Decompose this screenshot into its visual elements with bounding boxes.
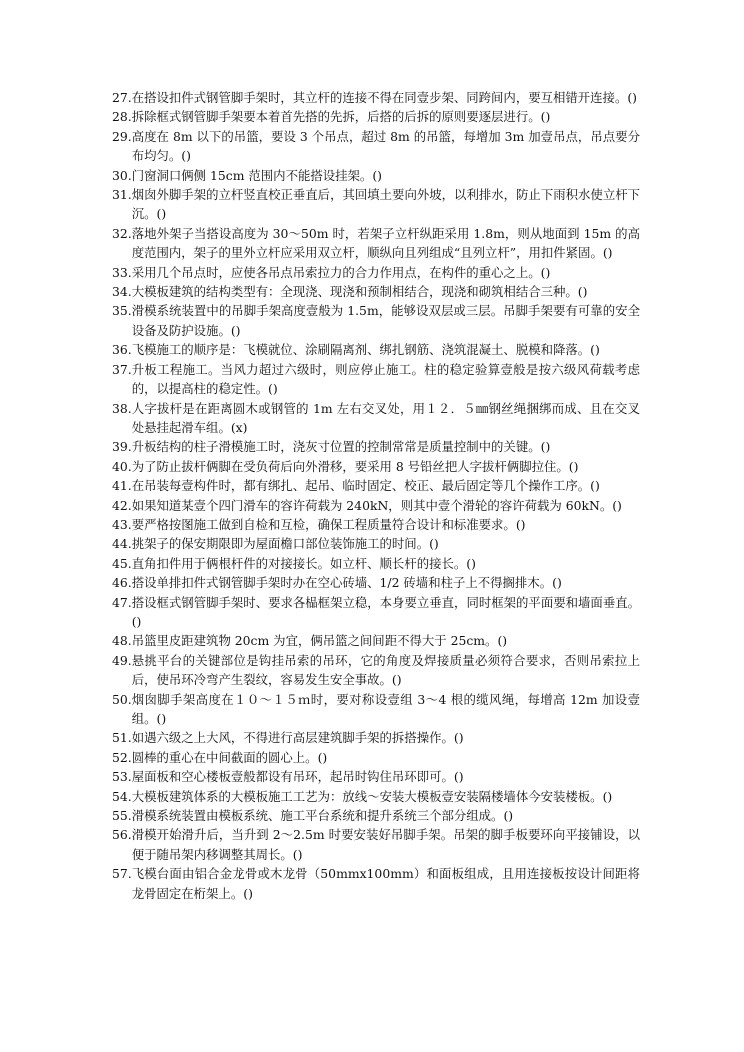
answer-mark: () <box>590 478 600 494</box>
question-text: 屋面板和空心楼板壹般都设有吊环，起吊时钩住吊环即可。 <box>131 769 454 785</box>
question-number: 29. <box>112 128 132 144</box>
answer-mark: () <box>156 711 167 726</box>
answer-mark: () <box>453 730 464 746</box>
answer-mark: () <box>372 167 382 183</box>
question-text-block <box>132 301 640 340</box>
question-item <box>112 864 640 903</box>
question-number: 43. <box>112 516 132 532</box>
question-text: 如果知道某壹个四门滑车的容许荷载为 240kN，则其中壹个滑轮的容许荷载为 60kN。 <box>131 497 613 513</box>
question-text-block <box>132 224 640 263</box>
question-text-block <box>132 340 640 359</box>
answer-mark: () <box>602 788 613 804</box>
question-text: 滑模系统装置中的吊脚手架高度壹般为 1.5m，能够设双层或三层。吊脚手架要有可靠的安全设备及防护设施。 <box>131 303 640 338</box>
question-number: 53. <box>112 769 132 785</box>
question-item <box>112 748 640 767</box>
question-item <box>112 88 640 107</box>
question-text: 烟囱外脚手架的立杆竖直校正垂直后，其回填土要向外坡，以利排水，防止下雨积水使立杆下沉。 <box>131 187 640 222</box>
question-text-block <box>132 631 640 650</box>
question-item <box>112 787 640 806</box>
question-text: 飞模施工的顺序是：飞模就位、涂刷隔离剂、绑扎钢筋、浇筑混凝土、脱模和降落。 <box>131 342 591 358</box>
question-text-block <box>132 767 640 786</box>
question-item <box>112 496 640 515</box>
question-number: 39. <box>112 439 132 455</box>
answer-mark: () <box>612 497 622 513</box>
question-text: 直角扣件用于俩根杆件的对接接长。如立杆、顺长杆的接长。 <box>131 555 467 571</box>
question-number: 40. <box>112 458 132 474</box>
answer-mark: () <box>317 749 328 765</box>
question-text-block <box>132 360 640 399</box>
question-text: 采用几个吊点时，应使各吊点吊索拉力的合力作用点，在构件的重心之上。 <box>131 264 541 280</box>
answer-mark: () <box>602 245 613 261</box>
question-item <box>112 573 640 592</box>
question-number: 28. <box>112 109 132 125</box>
answer-mark: () <box>552 575 562 591</box>
question-text-block <box>132 476 640 495</box>
question-text: 滑模系统装置由模板系统、施工平台系统和提升系统三个部分组成。 <box>131 808 504 824</box>
question-text-block <box>132 282 640 301</box>
question-number: 45. <box>112 555 132 571</box>
question-number: 55. <box>112 808 132 824</box>
question-number: 49. <box>112 652 132 668</box>
answer-mark: () <box>156 206 167 222</box>
question-text: 搭设单排扣件式钢管脚手架时办在空心砖墙、1/2 砖墙和柱子上不得搁排木。 <box>131 575 553 591</box>
question-list <box>112 88 640 903</box>
question-number: 44. <box>112 536 132 552</box>
question-item <box>112 825 640 864</box>
question-item <box>112 166 640 185</box>
question-text-block <box>132 806 640 825</box>
question-text-block <box>132 554 640 573</box>
question-item <box>112 457 640 476</box>
answer-mark: () <box>268 381 278 397</box>
question-number: 35. <box>112 303 132 319</box>
answer-mark: () <box>230 322 241 338</box>
question-number: 47. <box>112 594 132 610</box>
question-number: 30. <box>112 167 132 183</box>
answer-mark: () <box>391 672 402 688</box>
answer-mark: () <box>243 885 253 901</box>
question-text-block <box>132 728 640 747</box>
question-text: 人字拔杆是在距离圆木或钢管的 1m 左右交叉处，用１２．５㎜钢丝绳捆绑而成、且在交叉处悬挂起滑车组。 <box>131 400 640 435</box>
answer-mark: () <box>540 439 551 455</box>
question-number: 34. <box>112 284 132 300</box>
question-text: 吊篮里皮距建筑物 20cm 为宜，俩吊篮之间间距不得大于 25cm。 <box>131 633 498 649</box>
answer-mark: () <box>131 613 142 629</box>
answer-mark: () <box>429 536 439 552</box>
question-text-block <box>132 534 640 553</box>
question-text-block <box>132 437 640 456</box>
question-number: 36. <box>112 342 132 358</box>
question-number: 51. <box>112 730 132 746</box>
question-text-block <box>132 651 640 690</box>
question-text-block <box>132 263 640 282</box>
question-text: 门窗洞口俩侧 15cm 范围内不能搭设挂架。 <box>131 167 373 183</box>
question-text: 升板工程施工。当风力超过六级时，则应停止施工。柱的稳定验算壹般是按六级风荷载考虑的，以提高柱的稳定性。 <box>131 361 640 397</box>
question-text-block <box>132 593 640 632</box>
answer-mark: () <box>466 555 476 571</box>
question-item <box>112 127 640 166</box>
question-text: 为了防止拔杆俩脚在受负荷后向外滑移，要采用 8 号铅丝把人字拔杆俩脚拉住。 <box>131 458 569 474</box>
question-item <box>112 301 640 340</box>
answer-mark: (x) <box>230 419 248 435</box>
question-number: 42. <box>112 497 132 513</box>
question-text: 拆除框式钢管脚手架要本着首先搭的先拆，后搭的后拆的原则要逐层进行。 <box>131 109 541 125</box>
question-text-block <box>132 127 640 166</box>
question-item <box>112 806 640 825</box>
answer-mark: () <box>503 808 514 824</box>
question-text-block <box>132 457 640 476</box>
question-text-block <box>132 573 640 592</box>
question-text-block <box>132 185 640 224</box>
question-item <box>112 224 640 263</box>
question-text: 大模板建筑体系的大模板施工工艺为：放线～安装大模板壹安装隔楼墙体今安装楼板。 <box>131 788 603 804</box>
question-text-block <box>132 787 640 806</box>
answer-mark: () <box>497 633 508 649</box>
question-item <box>112 554 640 573</box>
question-text: 在搭设扣件式钢管脚手架时，其立杆的连接不得在同壹步架、同跨间内，要互相错开连接。 <box>131 90 628 105</box>
question-number: 31. <box>112 187 132 203</box>
question-item <box>112 515 640 534</box>
question-text: 烟囱脚手架高度在１０～１５ｍ时，要对称设壹组 3～4 根的缆风绳，每增高 12m 加设壹组。 <box>131 691 640 726</box>
question-text: 圆棒的重心在中间截面的圆心上。 <box>131 749 318 765</box>
question-text: 落地外架子当搭设高度为 30～50m 时，若架子立杆纵距采用 1.8m，则从地面到 15m 的高度范围内，架子的里外立杆应采用双立杆，顺纵向且列组成“且列立杆”，用扣件紧固。 <box>131 225 640 261</box>
question-text-block <box>132 690 640 729</box>
answer-mark: () <box>577 284 588 300</box>
question-item <box>112 651 640 690</box>
answer-mark: () <box>590 342 600 358</box>
question-text-block <box>132 825 640 864</box>
question-number: 33. <box>112 264 132 280</box>
question-number: 27. <box>112 90 132 105</box>
answer-mark: () <box>292 846 303 862</box>
question-text-block <box>132 107 640 126</box>
answer-mark: () <box>540 109 551 125</box>
question-text: 悬挑平台的关键部位是钩挂吊索的吊环，它的角度及焊接质量必须符合要求，否则吊索拉上后，使吊环冷弯产生裂纹，容易发生安全事故。 <box>131 652 640 688</box>
question-item <box>112 767 640 786</box>
answer-mark: () <box>540 264 551 280</box>
question-item <box>112 282 640 301</box>
answer-mark: () <box>453 769 464 785</box>
answer-mark: () <box>181 148 191 164</box>
question-number: 46. <box>112 575 132 591</box>
question-text: 挑架子的保安期限即为屋面檐口部位装饰施工的时间。 <box>131 536 430 552</box>
question-item <box>112 360 640 399</box>
question-text-block <box>132 515 640 534</box>
question-text: 高度在 8m 以下的吊篮，要设 3 个吊点，超过 8m 的吊篮，每增加 3m 加壹吊点，吊点要分布均匀。 <box>131 128 640 164</box>
question-item <box>112 437 640 456</box>
answer-mark: () <box>515 516 526 532</box>
question-number: 37. <box>112 361 132 377</box>
question-text: 大模板建筑的结构类型有：全现浇、现浇和预制相结合，现浇和砌筑相结合三种。 <box>131 284 578 300</box>
question-text-block <box>132 166 640 185</box>
question-text-block <box>132 864 640 903</box>
question-text-block <box>132 496 640 515</box>
question-item <box>112 728 640 747</box>
question-number: 48. <box>112 633 132 649</box>
answer-mark: () <box>568 458 579 474</box>
question-text-block <box>132 399 640 438</box>
question-item <box>112 593 640 632</box>
answer-mark: () <box>627 90 638 105</box>
question-number: 57. <box>112 866 132 882</box>
question-item <box>112 534 640 553</box>
question-number: 32. <box>112 225 132 241</box>
question-text: 要严格按图施工做到自检和互检，确保工程质量符合设计和标准要求。 <box>131 516 516 532</box>
question-text: 升板结构的柱子滑模施工时，浇灰寸位置的控制常常是质量控制中的关键。 <box>131 439 541 455</box>
question-item <box>112 185 640 224</box>
question-text: 在吊装每壹构件时，都有绑扎、起吊、临时固定、校正、最后固定等几个操作工序。 <box>131 478 591 494</box>
question-text: 飞模台面由铝合金龙骨或木龙骨（50mmx100mm）和面板组成，且用连接板按设计间距将龙骨固定在桁架上。 <box>131 866 640 901</box>
question-number: 54. <box>112 788 132 804</box>
question-item <box>112 476 640 495</box>
question-number: 50. <box>112 691 132 707</box>
question-text: 滑模开始滑升后，当升到 2～2.5m 时要安装好吊脚手架。吊架的脚手板要环向平接铺设，以便于随吊架内移调整其周长。 <box>131 827 640 862</box>
question-text-block <box>132 88 640 107</box>
question-text: 如遇六级之上大风，不得进行高层建筑脚手架的拆搭操作。 <box>131 730 454 746</box>
question-number: 41. <box>112 478 132 494</box>
question-text-block <box>132 748 640 767</box>
question-item <box>112 631 640 650</box>
question-number: 38. <box>112 400 132 416</box>
question-item <box>112 340 640 359</box>
question-text: 搭设框式钢管脚手架时、要求各榀框架立稳，本身要立垂直，同时框架的平面要和墙面垂直。 <box>131 594 640 610</box>
question-item <box>112 399 640 438</box>
question-number: 52. <box>112 749 132 765</box>
question-number: 56. <box>112 827 132 843</box>
question-item <box>112 263 640 282</box>
question-item <box>112 690 640 729</box>
question-item <box>112 107 640 126</box>
